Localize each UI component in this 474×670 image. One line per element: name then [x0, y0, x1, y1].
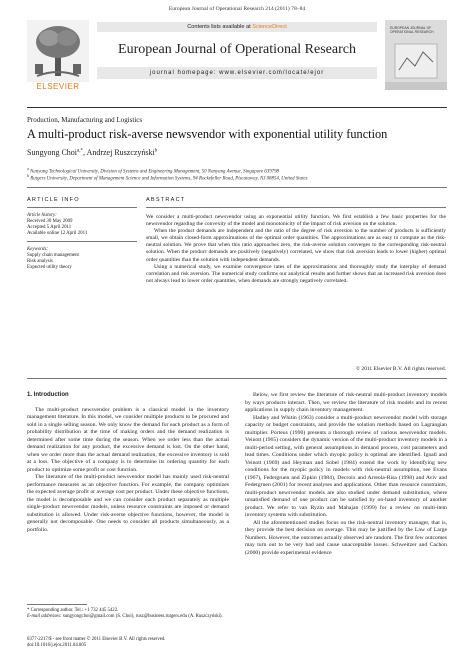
author-name: Sungyong Choi: [27, 148, 78, 157]
divider: [27, 241, 137, 242]
journal-title: European Journal of Operational Research: [118, 42, 356, 57]
author-name: Andrzej Ruszczyński: [86, 148, 155, 157]
abstract-paragraph: When the product demands are independent and the ratio of the degree of risk aversion to the number of products is sufficiently small, we obtain closed-form approximations of the optimal order quantities. The approximations are as easy to compute as the risk-neutral solution. We prove that when this ratio approaches zero, the risk-averse solution converges to the corresponding risk-neutral solution. When the product demands are positively (negatively) correlated, we show that risk aversion leads to lower (higher) optimal order quantities than the solution with independent demands.: [146, 228, 446, 263]
contents-bar: [97, 22, 377, 32]
page-footer: [27, 637, 229, 649]
body-column-left: [27, 392, 229, 534]
elsevier-tree-logo: [27, 20, 89, 90]
affiliation: $^a$ Nanyang Technological University, Division of Systems and Engineering Management, 50 Nanyang Avenue, Singapore 639798: [27, 166, 279, 175]
journal-homepage-link[interactable]: journal homepage: www.elsevier.com/locate/ejor: [97, 67, 377, 79]
section-heading: 1. Introduction: [27, 392, 69, 398]
body-column-right: [245, 392, 447, 557]
abstract-paragraph: Using a numerical study, we examine convergence rates of the approximations and thoroughly study the interplay of demand correlation and risk aversion. The numerical study confirms our analytical results and further shows that an increased risk aversion does not always lead to lower order quantities, when demands are strongly negatively correlated.: [146, 263, 446, 284]
section-label: Production, Manufacturing and Logistics: [27, 116, 143, 124]
divider: [27, 187, 447, 188]
divider: [27, 378, 447, 379]
article-history: Article history: Received 30 May 2009 Accepted 5 April 2011 Available online 12 April 2011: [27, 213, 88, 236]
body-paragraph: Hadley and Whitin (1963) consider a multi-product newsvendor model with storage capacity or budget constraints, and provide the solution methods based on Lagrangian multiplier. Porteus (1990) presents a thorough review of various newsvendor models. Veinott (1965) considers the dynamic version of the multi-product inventory models in a multi-period setting, with general assumptions in demand process, cost parameters and lead times. Conditions under which myopic policy is optimal are identified. Ignall and Veinott (1969) and Heyman and Sobel (1984) extend the work by identifying new conditions for the myopic policy in models with risk-neutral assumption, see Evans (1967), Federgruen and Zipkin (1984), Decroix and Arreola-Risa (1998) and Aviv and Federgruen (2001) for recent analyses and applications. Other than resource constraints, multi-product newsvendor models are also studied under demand substitution, where unsatisfied demand of one product can be satisfied by on-hand inventory of another product. We refer to van Ryzin and Mahajan (1999) for a review on multi-item inventory systems with substitution.: [245, 414, 447, 518]
masthead-rule: [27, 107, 447, 108]
abstract-body: [146, 214, 446, 285]
doi-link[interactable]: doi:10.1016/j.ejor.2011.04.005: [27, 643, 87, 648]
abstract-paragraph: We consider a multi-product newsvendor using an exponential utility function. We first establish a few basic properties for the newsvendor regarding the convexity of the model and monotonicity of the impact of risk aversion on the solution.: [146, 214, 446, 228]
body-paragraph: Below, we first review the literature of risk-neutral multi-product inventory models by ways products interact. Then, we review the literature of risk models and its recent applications in supply chain inventory management.: [245, 392, 447, 413]
affiliation: $^b$ Rutgers University, Department of Management Science and Information Systems, 94 Rockefeller Road, Piscataway, NJ 08854, United States: [27, 173, 308, 182]
footnote: * Corresponding author. Tel.: +1 732 445 5422. E-mail addresses: sungyongchoi@gmail.com (S. Choi), rusz@business.rutgers.edu (A. Ruszczyński).: [27, 608, 223, 620]
copyright-line: © 2011 Elsevier B.V. All rights reserved.: [355, 366, 446, 372]
journal-cover-thumbnail: [385, 20, 447, 90]
sciencedirect-link[interactable]: ScienceDirect: [252, 24, 287, 30]
issn-line: 0377-2217/$ - see front matter © 2011 Elsevier B.V. All rights reserved.: [27, 637, 166, 642]
body-paragraph: The multi-product newsvendor problem is a classical model in the inventory management literature. In this model, we consider multiple products to be procured and sold in a single selling season. We only know the demand for each product as a form of probability distribution at the time of making orders and the demand realization is determined after some time during the season. When we order less than the actual demand realization for any product, the excessive demand is lost. On the other hand, when we order more than the actual demand realization, the excessive inventory is sold at a loss. The objective of a company is to determine its ordering quantity for each product to optimize some profit or cost function.: [27, 406, 229, 473]
contents-prefix: Contents lists available at: [187, 24, 253, 30]
paper-title: A multi-product risk-averse newsvendor with exponential utility function: [27, 127, 388, 141]
abstract-heading: ABSTRACT: [146, 197, 186, 203]
email-addresses[interactable]: sungyongchoi@gmail.com (S. Choi), rusz@business.rutgers.edu (A. Ruszczyński).: [62, 614, 223, 620]
author-marks: a,*: [77, 148, 83, 154]
footnote-rule: [27, 604, 87, 605]
article-info-heading: ARTICLE INFO: [27, 197, 80, 203]
body-paragraph: The literature of the multi-product newsvendor model has mainly used risk-neutral performance measures as an objective function. For example, the company optimizes the expected average profit or average cost per product. Under these objective functions, the model is decomposable and we can consider each product separately as multiple single-product newsvendor models, unless resource constraints are imposed or demand substitution is allowed. Under risk-averse objective functions, however, the model is generally not decomposable. One needs to consider all products simultaneously, as a portfolio.: [27, 474, 229, 533]
keywords: Keywords: Supply chain management Risk analysis Expected utility theory: [27, 247, 79, 270]
author-list: Sungyong Choi$^{a,*}$, Andrzej Ruszczyński$^b$: [27, 148, 158, 157]
publisher-name: ELSEVIER: [36, 82, 80, 91]
masthead: [27, 20, 447, 104]
body-paragraph: All the aforementioned studies focus on the risk-neutral inventory manager, that is, they provide the best decision on average. This may be justified by the Law of Large Numbers. However, the outcomes actually observed are random. The first few outcomes may turn out to be very bad and cause unacceptable losses. Schweitzer and Cachon (2000) provide experimental evidence: [245, 519, 447, 556]
cover-title: EUROPEAN JOURNAL OF OPERATIONAL RESEARCH: [390, 26, 434, 35]
divider: [27, 207, 137, 208]
author-marks: b: [154, 148, 158, 154]
running-head: European Journal of Operational Research 214 (2011) 78–84: [168, 6, 306, 12]
divider: [146, 207, 446, 208]
corresponding-author: Corresponding author. Tel.: +1 732 445 5422.: [30, 608, 119, 613]
